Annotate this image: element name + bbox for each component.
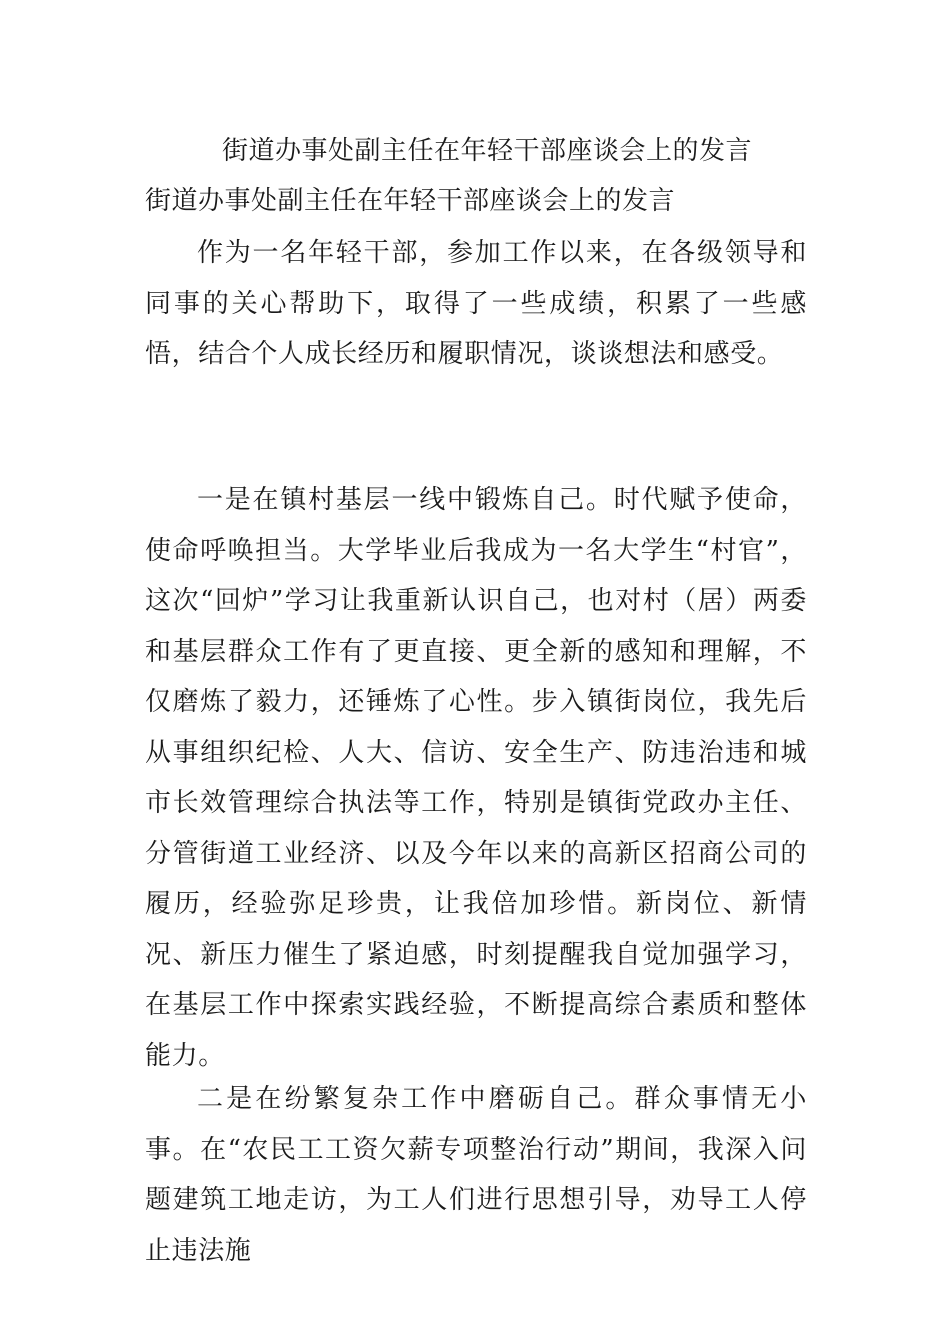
paragraph-intro: 作为一名年轻干部，参加工作以来，在各级领导和同事的关心帮助下，取得了一些成绩，积累了一些感悟，结合个人成长经历和履职情况，谈谈想法和感受。 [145,238,807,369]
document-subtitle: 街道办事处副主任在年轻干部座谈会上的发言 [145,186,676,216]
paragraph-point-two: 二是在纷繁复杂工作中磨砺自己。群众事情无小事。在“农民工工资欠薪专项整治行动”期间，我深入问题建筑工地走访，为工人们进行思想引导，劝导工人停止违法施 [145,1084,807,1266]
paragraph-point-one: 一是在镇村基层一线中锻炼自己。时代赋予使命，使命呼唤担当。大学毕业后我成为一名大学生“村官”，这次“回炉”学习让我重新认识自己，也对村（居）两委和基层群众工作有了更直接、更全新的感知和理解，不仅磨炼了毅力，还锤炼了心性。步入镇街岗位，我先后从事组织纪检、人大、信访、安全生产、防违治违和城市长效管理综合执法等工作，特别是镇街党政办主任、分管街道工业经济、以及今年以来的高新区招商公司的履历，经验弥足珍贵，让我倍加珍惜。新岗位、新情况、新压力催生了紧迫感，时刻提醒我自觉加强学习，在基层工作中探索实践经验，不断提高综合素质和整体能力。 [145,485,807,1071]
document-title: 街道办事处副主任在年轻干部座谈会上的发言 [222,136,753,166]
